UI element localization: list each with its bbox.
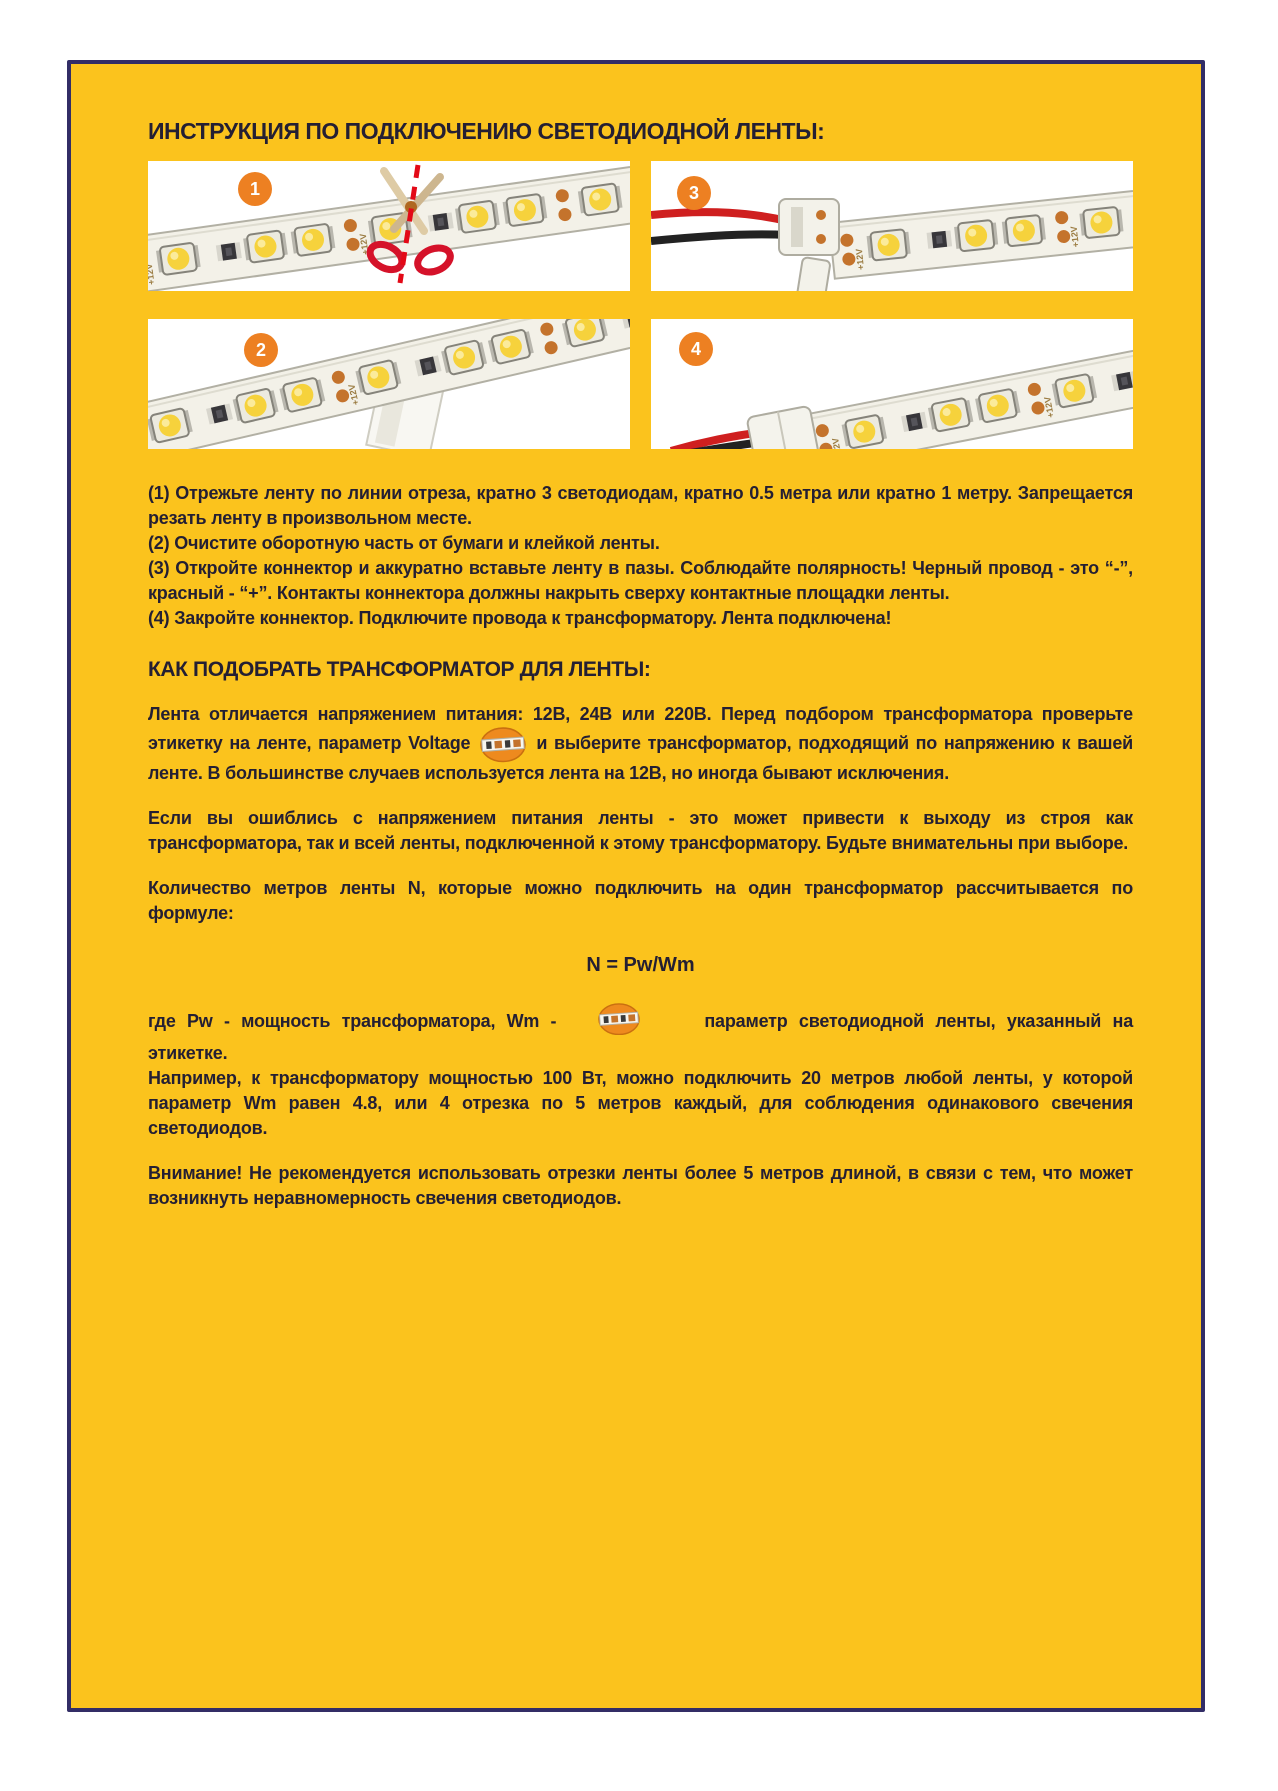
led-strip-cutting-photo [148, 161, 630, 291]
formula-legend-after: параметр светодиодной ленты, указанный на этикетке. [148, 1010, 1133, 1063]
step-badge: 2 [244, 333, 278, 367]
instruction-board [67, 60, 1205, 1712]
voltage-strip-label-icon [480, 727, 526, 761]
warning-paragraph: Внимание! Не рекомендуется использовать отрезки ленты более 5 метров длиной, в связи с тем, что может возникнуть неравномерность свечения светодиодов. [148, 1163, 1133, 1208]
instruction-step-3: (3) Откройте коннектор и аккуратно вставьте ленту в пазы. Соблюдайте полярность! Черный провод - это “-”, красный - “+”. Контакты коннектора должны накрыть сверху контактные площадки ленты. [148, 558, 1133, 603]
instruction-step-2: (2) Очистите оборотную часть от бумаги и клейкой ленты. [148, 533, 660, 553]
wm-strip-label-icon [598, 1003, 640, 1041]
formula-intro-paragraph: Количество метров ленты N, которые можно подключить на один трансформатор рассчитывается по формуле: [148, 878, 1133, 923]
voltage-paragraph [148, 702, 1133, 786]
figure-step-4 [651, 319, 1133, 449]
transformer-section-title: КАК ПОДОБРАТЬ ТРАНСФОРМАТОР ДЛЯ ЛЕНТЫ: [148, 658, 651, 681]
voltage-paragraph-before: Лента отличается напряжением питания: 12В, 24В или 220В. Перед подбором трансформатора проверьте этикетку на ленте, параметр Voltage [148, 704, 1133, 753]
instruction-step-1: (1) Отрежьте ленту по линии отреза, кратно 3 светодиодам, кратно 0.5 метра или кратно 1 метру. Запрещается резать ленту в произвольном месте. [148, 483, 1133, 528]
figure-step-1 [148, 161, 630, 291]
voltage-paragraph-after: и выберите трансформатор, подходящий по напряжению к вашей ленте. В большинстве случаев используется лента на 12В, но иногда бывают исключения. [148, 732, 1133, 783]
page-title: ИНСТРУКЦИЯ ПО ПОДКЛЮЧЕНИЮ СВЕТОДИОДНОЙ ЛЕНТЫ: [148, 118, 825, 144]
step-badge: 4 [679, 332, 713, 366]
wrong-voltage-paragraph: Если вы ошиблись с напряжением питания ленты - это может привести к выходу из строя как трансформатора, так и всей ленты, подключенной к этому трансформатору. Будьте внимательны при выборе. [148, 808, 1133, 853]
formula-legend-paragraph [148, 1003, 1133, 1066]
board-content [71, 64, 1201, 1211]
instruction-step-4: (4) Закройте коннектор. Подключите провода к трансформатору. Лента подключена! [148, 608, 892, 628]
step-badge: 3 [677, 176, 711, 210]
step-badge: 1 [238, 172, 272, 206]
formula: N = Pw/Wm [586, 954, 695, 976]
led-strip-peel-backing-photo [148, 319, 630, 449]
formula-legend-before: где Pw - мощность трансформатора, Wm - [148, 1010, 557, 1031]
example-paragraph: Например, к трансформатору мощностью 100 Вт, можно подключить 20 метров любой ленты, у которой параметр Wm равен 4.8, или 4 отрезка по 5 метров каждый, для соблюдения одинакового свечения светодиодов. [148, 1068, 1133, 1138]
led-strip-closed-connector-photo [651, 319, 1133, 449]
figure-grid [148, 161, 1133, 449]
figure-step-2 [148, 319, 630, 449]
connection-steps [148, 481, 1133, 631]
figure-step-3 [651, 161, 1133, 291]
led-strip-open-connector-photo [651, 161, 1133, 291]
